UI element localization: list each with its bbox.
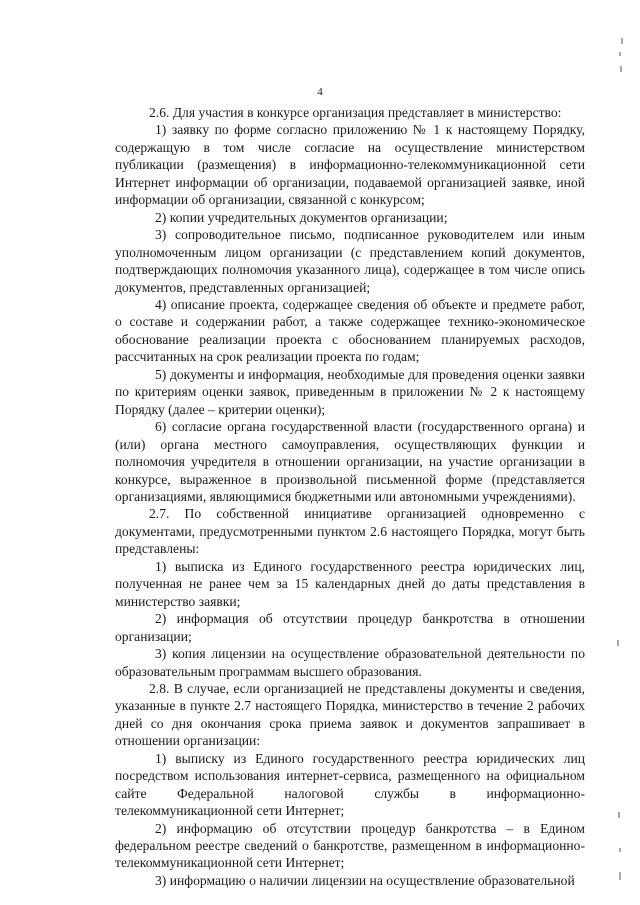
paragraph-2-8: 2.8. В случае, если организацией не представлены документы и сведения, указанные в пункте 2.7 настоящего Порядка, министерство в течение 2 рабочих дней со дня окончания срока приема заявок и документов запрашивает в отношении организации: [115,680,585,749]
paragraph-2-6-item-2: 2) копии учредительных документов организации; [155,209,448,225]
paragraph-2-7-item-2: 2) информация об отсутствии процедур банкротства в отношении организации; [115,611,585,644]
paragraph-2-7: 2.7. По собственной инициативе организацией одновременно с документами, предусмотренными пунктом 2.6 настоящего Порядка, могут быть представлены: [115,506,585,557]
paragraph-2-8-item-2: 2) информацию об отсутствии процедур банкротства – в Едином федеральном реестре сведений о банкротстве, размещенном в информационно-телекоммуникационной сети Интернет; [115,820,585,871]
paragraph-2-7-item-1: 1) выписка из Единого государственного реестра юридических лиц, полученная не ранее чем за 15 календарных дней до даты представления в министерство заявки; [115,558,585,609]
paragraph-2-7-item-3: 3) копия лицензии на осуществление образовательной деятельности по образовательным программам высшего образования. [115,646,585,679]
paragraph-2-6-item-4: 4) описание проекта, содержащее сведения об объекте и предмете работ, о составе и содержании работ, а также содержащее технико-экономическое обоснование реализации проекта с обоснованием планируемых расходов, рассчитанных на срок реализации проекта по годам; [115,296,585,365]
paragraph-2-6-item-6: 6) согласие органа государственной власти (государственного органа) и (или) органа местного самоуправления, осуществляющих функции и полномочия учредителя в отношении организации, на участие организации в конкурсе, выраженное в произвольной письменной форме (представляется организациями, являющимися бюджетными или автономными учреждениями). [115,419,585,504]
paragraph-2-6-item-5: 5) документы и информация, необходимые для проведения оценки заявки по критериям оценки заявок, приведенным в приложении № 2 к настоящему Порядку (далее – критерии оценки); [115,366,585,417]
paragraph-2-6: 2.6. Для участия в конкурсе организация представляет в министерство: [149,105,562,120]
paragraph-2-6-item-3: 3) сопроводительное письмо, подписанное руководителем или иным уполномоченным лицом организации (с представлением копий документов, подтверждающих полномочия указанного лица), содержащее в том числе опись документов, представленных организацией; [115,227,585,295]
page-number: 4 [317,86,323,98]
document-body [115,104,585,889]
paragraph-2-8-item-1: 1) выписку из Единого государственного реестра юридических лиц посредством использования интернет-сервиса, размещенного на официальном сайте Федеральной налоговой службы в информационно-телекоммуникационной сети Интернет; [115,750,585,819]
paragraph-2-6-item-1: 1) заявку по форме согласно приложению № 1 к настоящему Порядку, содержащую в том числе согласие на осуществление министерством публикации (размещения) в информационно-телекоммуникационной сети Интернет информации об организации, подаваемой организацией заявке, иной информации об организации, связанной с конкурсом; [115,122,585,208]
scan-edge-marks [600,0,640,905]
paragraph-2-8-item-3: 3) информацию о наличии лицензии на осуществление образовательной [155,872,575,888]
